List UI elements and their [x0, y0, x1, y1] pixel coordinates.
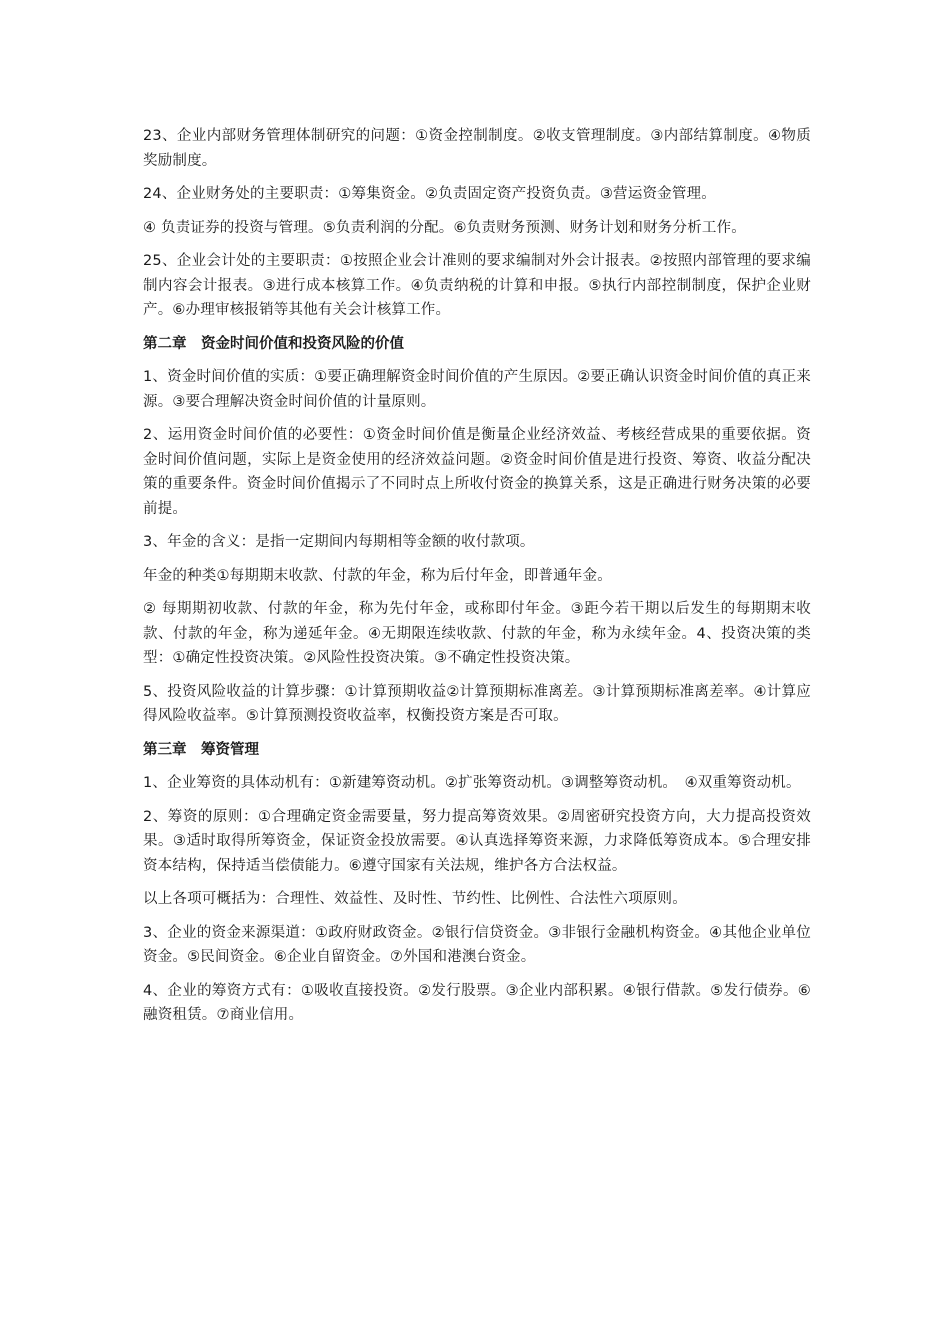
paragraph-25: 25、企业会计处的主要职责：①按照企业会计准则的要求编制对外会计报表。②按照内部管理的要求编制内容会计报表。③进行成本核算工作。④负责纳税的计算和申报。⑤执行内部控制制度，保护企业财产。⑥办理审核报销等其他有关会计核算工作。	[143, 253, 811, 318]
paragraph-ch3-1: 1、企业筹资的具体动机有：①新建筹资动机。②扩张筹资动机。③调整筹资动机。 ④双重筹资动机。	[143, 775, 801, 791]
paragraph-ch3-4: 4、企业的筹资方式有：①吸收直接投资。②发行股票。③企业内部积累。④银行借款。⑤发行债券。⑥融资租赁。⑦商业信用。	[143, 982, 811, 1023]
paragraph-ch2-2: 2、运用资金时间价值的必要性：①资金时间价值是衡量企业经济效益、考核经营成果的重要依据。资金时间价值问题，实际上是资金使用的经济效益问题。②资金时间价值是进行投资、筹资、收益分配决策的重要条件。资金时间价值揭示了不同时点上所收付资金的换算关系，这是正确进行财务决策的必要前提。	[143, 427, 811, 517]
document-page	[143, 124, 811, 1037]
paragraph-annuity-types-continued: ② 每期期初收款、付款的年金，称为先付年金，或称即付年金。③距今若干期以后发生的每期期末收款、付款的年金，称为递延年金。④无期限连续收款、付款的年金，称为永续年金。4、投资决策的类型：①确定性投资决策。②风险性投资决策。③不确定性投资决策。	[143, 601, 811, 666]
paragraph-ch2-3: 3、年金的含义：是指一定期间内每期相等金额的收付款项。	[143, 534, 535, 550]
paragraph-ch3-3: 3、企业的资金来源渠道：①政府财政资金。②银行信贷资金。③非银行金融机构资金。④其他企业单位资金。⑤民间资金。⑥企业自留资金。⑦外国和港澳台资金。	[143, 924, 811, 965]
chapter-3-heading: 第三章 筹资管理	[143, 741, 259, 758]
paragraph-annuity-types: 年金的种类①每期期末收款、付款的年金，称为后付年金，即普通年金。	[143, 567, 612, 584]
paragraph-24: 24、企业财务处的主要职责：①筹集资金。②负责固定资产投资负责。③营运资金管理。	[143, 186, 716, 202]
paragraph-24-continued: ④ 负责证券的投资与管理。⑤负责利润的分配。⑥负责财务预测、财务计划和财务分析工作。	[143, 219, 747, 236]
paragraph-ch3-2: 2、筹资的原则：①合理确定资金需要量，努力提高筹资效果。②周密研究投资方向，大力提高投资效果。③适时取得所筹资金，保证资金投放需要。④认真选择筹资来源，力求降低筹资成本。⑤合理安排资本结构，保持适当偿债能力。⑥遵守国家有关法规，维护各方合法权益。	[143, 808, 811, 874]
paragraph-ch2-1: 1、资金时间价值的实质：①要正确理解资金时间价值的产生原因。②要正确认识资金时间价值的真正来源。③要合理解决资金时间价值的计量原则。	[143, 369, 811, 410]
paragraph-ch2-5: 5、投资风险收益的计算步骤：①计算预期收益②计算预期标准离差。③计算预期标准离差率。④计算应得风险收益率。⑤计算预测投资收益率，权衡投资方案是否可取。	[143, 683, 811, 724]
paragraph-23: 23、企业内部财务管理体制研究的问题：①资金控制制度。②收支管理制度。③内部结算制度。④物质奖励制度。	[143, 128, 811, 169]
chapter-2-heading: 第二章 资金时间价值和投资风险的价值	[143, 335, 404, 352]
paragraph-ch3-summary: 以上各项可概括为：合理性、效益性、及时性、节约性、比例性、合法性六项原则。	[143, 891, 687, 907]
